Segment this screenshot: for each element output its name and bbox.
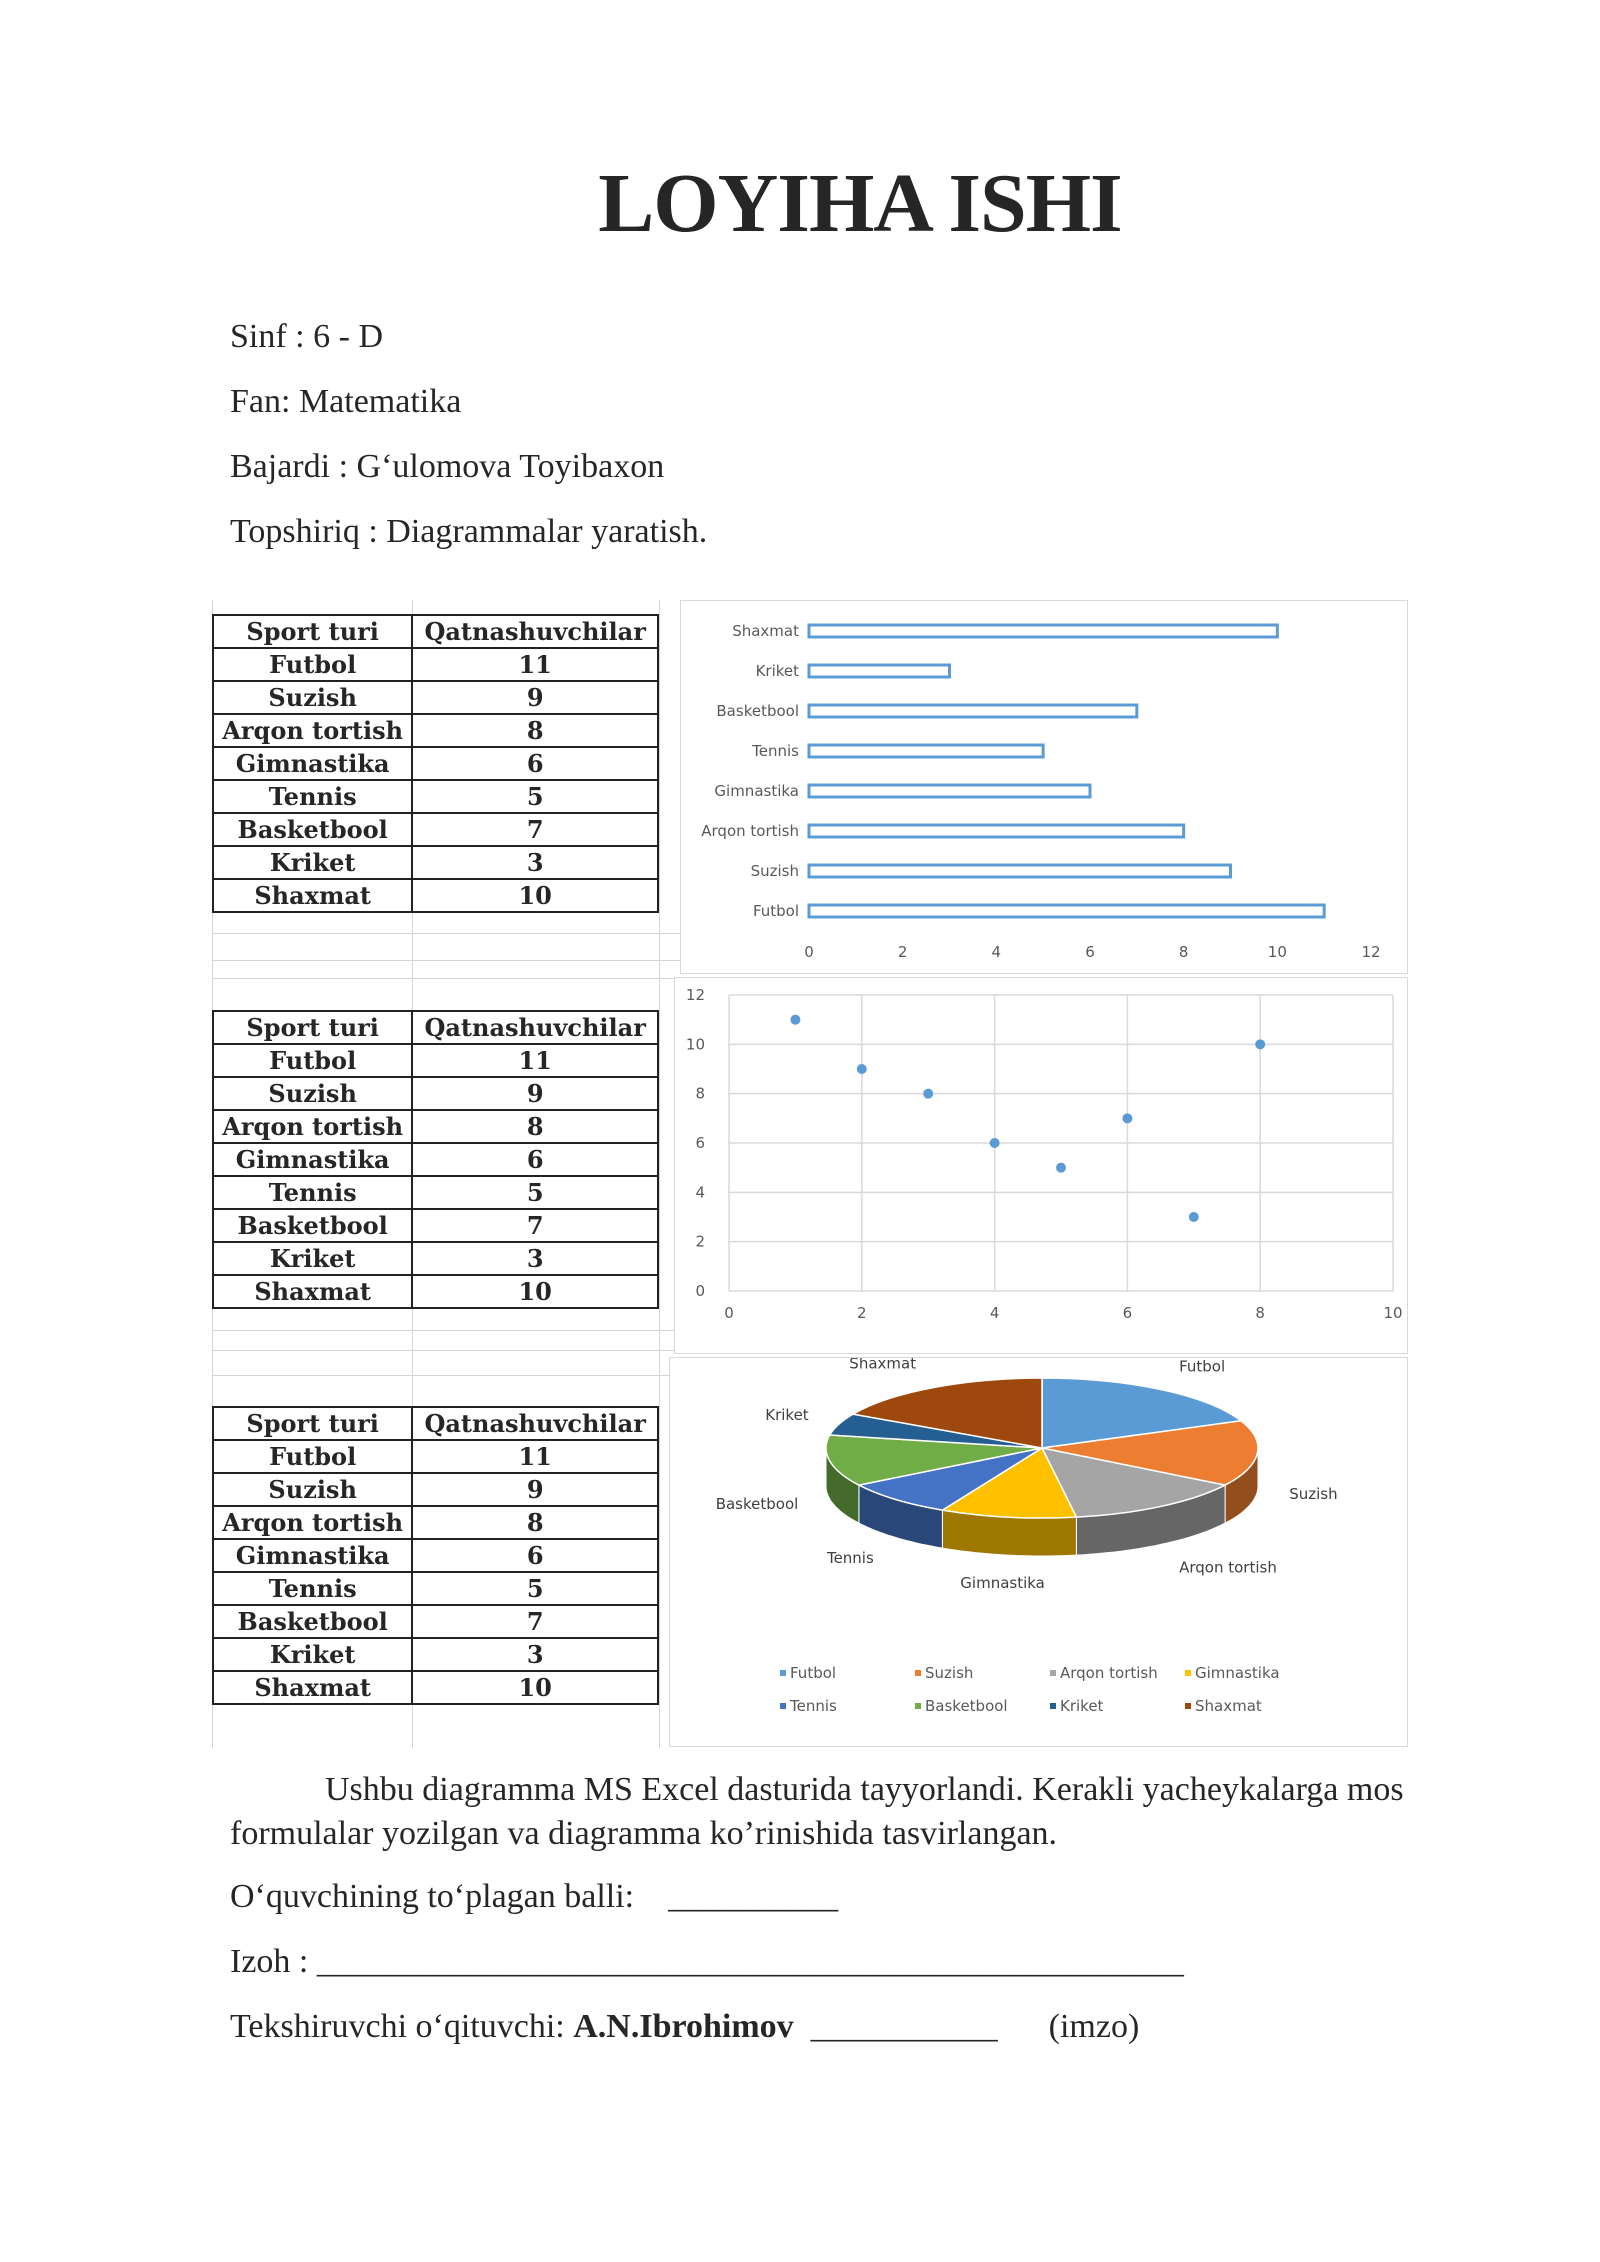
bar-category-label: Arqon tortish — [701, 822, 799, 840]
table-row — [213, 1671, 658, 1704]
table-row — [213, 879, 658, 912]
cell-sport: Tennis — [213, 1572, 412, 1605]
score-line — [230, 1878, 838, 1916]
note-line — [230, 1943, 1184, 1981]
cell-sport: Tennis — [213, 1176, 412, 1209]
cell-count: 7 — [412, 1605, 658, 1638]
legend-marker — [1050, 1670, 1056, 1676]
cell-count: 7 — [412, 813, 658, 846]
excel-screenshot — [212, 600, 1408, 1748]
x-tick-label: 10 — [1383, 1304, 1403, 1322]
x-tick-label: 0 — [724, 1304, 734, 1322]
cell-count: 3 — [412, 1242, 658, 1275]
bar-chart-svg — [681, 601, 1407, 973]
table-row — [213, 813, 658, 846]
table-row — [213, 1143, 658, 1176]
pie-slice-label: Futbol — [1179, 1358, 1226, 1376]
y-tick-label: 12 — [685, 986, 705, 1004]
cell-count: 11 — [412, 648, 658, 681]
y-tick-label: 4 — [695, 1183, 705, 1202]
cell-sport: Gimnastika — [213, 1143, 412, 1176]
cell-count: 11 — [412, 1440, 658, 1473]
bar — [809, 705, 1137, 717]
cell-sport: Kriket — [213, 846, 412, 879]
table-row — [213, 747, 658, 780]
scatter-point — [923, 1089, 933, 1099]
legend-label: Basketbool — [925, 1697, 1008, 1715]
table-row — [213, 648, 658, 681]
cell-sport: Kriket — [213, 1242, 412, 1275]
table-row — [213, 846, 658, 879]
cell-sport: Futbol — [213, 648, 412, 681]
scatter-point — [790, 1015, 800, 1025]
bar — [809, 865, 1231, 877]
legend-label: Shaxmat — [1195, 1697, 1262, 1715]
bar-category-label: Tennis — [752, 742, 799, 760]
x-tick-label: 0 — [804, 943, 814, 961]
bar-category-label: Shaxmat — [732, 622, 799, 640]
cell-sport: Arqon tortish — [213, 1506, 412, 1539]
cell-count: 10 — [412, 1275, 658, 1308]
cell-count: 6 — [412, 747, 658, 780]
header-sport: Sport turi — [213, 615, 412, 648]
cell-count: 6 — [412, 1143, 658, 1176]
cell-count: 9 — [412, 1077, 658, 1110]
pie-slice-label: Arqon tortish — [1179, 1558, 1277, 1577]
task-line: Topshiriq : Diagrammalar yaratish. — [230, 513, 708, 550]
table-row — [213, 1110, 658, 1143]
pie-chart-svg — [670, 1358, 1407, 1746]
cell-sport: Futbol — [213, 1044, 412, 1077]
cell-count: 11 — [412, 1044, 658, 1077]
cell-count: 8 — [412, 1110, 658, 1143]
cell-count: 3 — [412, 1638, 658, 1671]
bar — [809, 785, 1090, 797]
note-blank: ___________________________________________________ — [316, 1943, 1184, 1980]
header-participants: Qatnashuvchilar — [412, 1011, 658, 1044]
gridline — [212, 978, 682, 979]
page-title: LOYIHA ISHI — [598, 157, 1122, 250]
x-tick-label: 8 — [1178, 943, 1189, 961]
gridline — [212, 1350, 682, 1351]
participants-table — [212, 1010, 659, 1309]
x-tick-label: 2 — [857, 1304, 867, 1322]
signature-blank: ___________ — [810, 2008, 998, 2045]
teacher-name: A.N.Ibrohimov — [573, 2008, 794, 2045]
pie-slice-label: Tennis — [826, 1549, 874, 1567]
cell-sport: Suzish — [213, 1473, 412, 1506]
scatter-chart — [674, 977, 1408, 1354]
cell-sport: Tennis — [213, 780, 412, 813]
bar — [809, 825, 1184, 837]
cell-count: 5 — [412, 780, 658, 813]
legend-label: Kriket — [1060, 1697, 1104, 1715]
bar-category-label: Basketbool — [716, 702, 799, 720]
header-participants: Qatnashuvchilar — [412, 615, 658, 648]
cell-count: 8 — [412, 714, 658, 747]
cell-sport: Kriket — [213, 1638, 412, 1671]
gridline — [212, 1375, 682, 1376]
header-sport: Sport turi — [213, 1011, 412, 1044]
legend-label: Gimnastika — [1195, 1664, 1280, 1682]
cell-count: 9 — [412, 681, 658, 714]
cell-count: 9 — [412, 1473, 658, 1506]
cell-count: 5 — [412, 1572, 658, 1605]
pie-slice-label: Gimnastika — [960, 1573, 1045, 1592]
participants-table — [212, 614, 659, 913]
gridline — [212, 933, 682, 934]
gridline — [212, 960, 682, 961]
cell-sport: Shaxmat — [213, 879, 412, 912]
table-row — [213, 1605, 658, 1638]
y-tick-label: 2 — [695, 1232, 705, 1251]
scatter-chart-svg — [675, 978, 1407, 1353]
class-line: Sinf : 6 - D — [230, 318, 383, 355]
score-blank: __________ — [668, 1878, 839, 1915]
cell-count: 10 — [412, 879, 658, 912]
cell-sport: Suzish — [213, 681, 412, 714]
cell-sport: Arqon tortish — [213, 714, 412, 747]
table-row — [213, 1209, 658, 1242]
subject-line: Fan: Matematika — [230, 383, 462, 420]
bar-category-label: Futbol — [752, 902, 799, 920]
scatter-point — [1056, 1163, 1066, 1173]
table-row — [213, 1473, 658, 1506]
legend-label: Suzish — [925, 1664, 974, 1682]
cell-count: 3 — [412, 846, 658, 879]
header-sport: Sport turi — [213, 1407, 412, 1440]
x-tick-label: 6 — [1085, 943, 1095, 961]
participants-table — [212, 1406, 659, 1705]
pie-slice-label: Kriket — [765, 1405, 809, 1424]
scatter-point — [990, 1138, 1000, 1148]
teacher-label: Tekshiruvchi o‘qituvchi: — [230, 2008, 565, 2045]
table-row — [213, 1242, 658, 1275]
table-row — [213, 1539, 658, 1572]
scatter-point — [1122, 1113, 1132, 1123]
legend-marker — [1185, 1703, 1191, 1709]
table-row — [213, 1077, 658, 1110]
scatter-point — [857, 1064, 867, 1074]
table-row — [213, 1506, 658, 1539]
table-row — [213, 780, 658, 813]
x-tick-label: 10 — [1267, 943, 1287, 961]
legend-marker — [915, 1670, 921, 1676]
signature-label: (imzo) — [1048, 2008, 1140, 2045]
note-label: Izoh : — [230, 1943, 309, 1980]
author-line: Bajardi : G‘ulomova Toyibaxon — [230, 448, 665, 485]
x-tick-label: 4 — [991, 943, 1002, 961]
legend-marker — [780, 1670, 786, 1676]
gridline — [212, 1330, 682, 1331]
bar-category-label: Suzish — [750, 862, 799, 880]
gridline — [659, 600, 660, 1748]
table-row — [213, 1572, 658, 1605]
pie-slice-label: Basketbool — [715, 1495, 799, 1514]
cell-count: 10 — [412, 1671, 658, 1704]
bar — [809, 745, 1043, 757]
cell-sport: Shaxmat — [213, 1671, 412, 1704]
x-tick-label: 6 — [1122, 1304, 1133, 1322]
table-row — [213, 1638, 658, 1671]
cell-sport: Gimnastika — [213, 747, 412, 780]
x-tick-label: 2 — [897, 943, 908, 961]
pie-chart — [669, 1357, 1408, 1747]
scatter-point — [1189, 1212, 1199, 1222]
table-row — [213, 1176, 658, 1209]
scatter-point — [1255, 1039, 1265, 1049]
cell-count: 5 — [412, 1176, 658, 1209]
legend-marker — [780, 1703, 786, 1709]
cell-sport: Futbol — [213, 1440, 412, 1473]
x-tick-label: 8 — [1255, 1304, 1265, 1322]
header-participants: Qatnashuvchilar — [412, 1407, 658, 1440]
description-paragraph: Ushbu diagramma MS Excel dasturida tayyorlandi. Kerakli yacheykalarga mos formulalar yozilgan va diagramma ko’rinishida tasvirlangan. — [230, 1771, 1404, 1852]
score-label: O‘quvchining to‘plagan balli: — [230, 1878, 635, 1915]
y-tick-label: 6 — [695, 1134, 705, 1152]
cell-count: 7 — [412, 1209, 658, 1242]
y-tick-label: 0 — [695, 1282, 705, 1300]
cell-sport: Arqon tortish — [213, 1110, 412, 1143]
bar — [809, 625, 1277, 637]
bar-category-label: Kriket — [755, 662, 799, 680]
legend-label: Arqon tortish — [1060, 1664, 1158, 1682]
cell-sport: Basketbool — [213, 1209, 412, 1242]
y-tick-label: 10 — [685, 1035, 705, 1054]
cell-sport: Gimnastika — [213, 1539, 412, 1572]
table-row — [213, 681, 658, 714]
table-row — [213, 1275, 658, 1308]
table-row — [213, 714, 658, 747]
cell-sport: Shaxmat — [213, 1275, 412, 1308]
pie-slice-label: Shaxmat — [849, 1358, 917, 1373]
legend-marker — [915, 1703, 921, 1709]
legend-label: Tennis — [790, 1697, 837, 1715]
legend-marker — [1050, 1703, 1056, 1709]
pie-slice-label: Suzish — [1289, 1484, 1338, 1503]
x-tick-label: 12 — [1361, 943, 1381, 961]
table-row — [213, 1044, 658, 1077]
cell-sport: Basketbool — [213, 1605, 412, 1638]
cell-sport: Basketbool — [213, 813, 412, 846]
bar-category-label: Gimnastika — [714, 782, 799, 800]
cell-count: 8 — [412, 1506, 658, 1539]
bar — [809, 665, 950, 677]
x-tick-label: 4 — [989, 1304, 1000, 1322]
legend-marker — [1185, 1670, 1191, 1676]
teacher-line — [230, 2008, 1139, 2046]
table-row — [213, 1440, 658, 1473]
legend-label: Futbol — [790, 1664, 837, 1682]
bar — [809, 905, 1324, 917]
y-tick-label: 8 — [695, 1084, 705, 1103]
cell-count: 6 — [412, 1539, 658, 1572]
cell-sport: Suzish — [213, 1077, 412, 1110]
bar-chart — [680, 600, 1408, 974]
